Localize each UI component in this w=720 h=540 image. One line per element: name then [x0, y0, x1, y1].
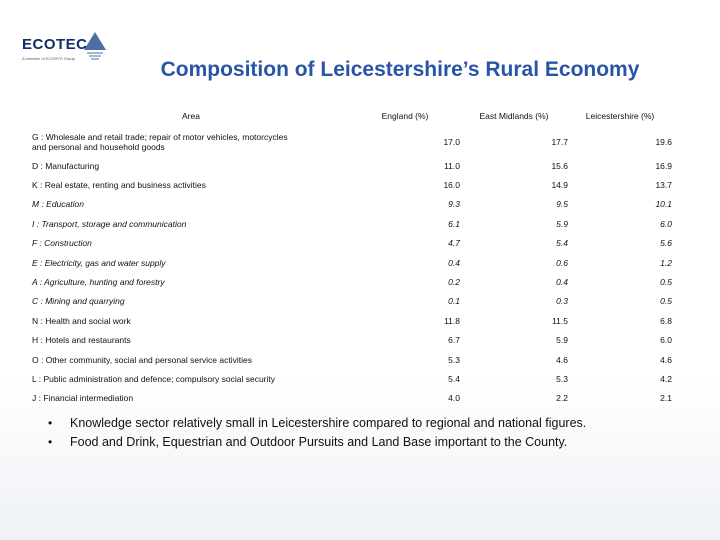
east-midlands-cell: 15.6: [551, 160, 568, 171]
table-row: [32, 195, 672, 214]
logo-tagline: A member of ECORYS Group: [22, 56, 75, 61]
east-midlands-cell: 0.4: [556, 277, 568, 288]
area-cell: O : Other community, social and personal service activities: [32, 354, 252, 365]
area-cell: L : Public administration and defence; compulsory social security: [32, 373, 275, 384]
table-row: [32, 331, 672, 350]
east-midlands-cell: 0.3: [556, 296, 568, 307]
east-midlands-cell: 5.3: [556, 373, 568, 384]
leicestershire-cell: 10.1: [655, 199, 672, 210]
bullet-item: [48, 433, 586, 452]
england-cell: 17.0: [443, 136, 460, 147]
east-midlands-cell: 5.4: [556, 238, 568, 249]
table-row: [32, 253, 672, 272]
economy-table: [32, 105, 672, 408]
england-cell: 4.0: [448, 393, 460, 404]
england-cell: 0.4: [448, 257, 460, 268]
area-cell: A : Agriculture, hunting and forestry: [32, 277, 165, 288]
table-row: [32, 272, 672, 291]
england-cell: 16.0: [443, 180, 460, 191]
leicestershire-cell: 6.8: [660, 315, 672, 326]
east-midlands-cell: 5.9: [556, 335, 568, 346]
logo-wordmark: ECOTEC: [22, 36, 88, 53]
leicestershire-cell: 5.6: [660, 238, 672, 249]
summary-bullets: [48, 414, 586, 452]
leicestershire-cell: 4.2: [660, 373, 672, 384]
bullet-text: Food and Drink, Equestrian and Outdoor Pursuits and Land Base important to the County.: [70, 435, 568, 449]
leicestershire-cell: 19.6: [655, 136, 672, 147]
east-midlands-cell: 14.9: [551, 180, 568, 191]
england-cell: 0.1: [448, 296, 460, 307]
table-row: [32, 350, 672, 369]
east-midlands-cell: 5.9: [556, 218, 568, 229]
area-cell: K : Real estate, renting and business activities: [32, 180, 206, 191]
england-cell: 5.4: [448, 373, 460, 384]
england-cell: 6.1: [448, 218, 460, 229]
east-midlands-cell: 17.7: [551, 136, 568, 147]
leicestershire-cell: 4.6: [660, 354, 672, 365]
area-cell: H : Hotels and restaurants: [32, 335, 131, 346]
leicestershire-cell: 6.0: [660, 218, 672, 229]
east-midlands-cell: 4.6: [556, 354, 568, 365]
leicestershire-cell: 0.5: [660, 277, 672, 288]
area-label: G : Wholesale and retail trade; repair of motor vehicles, motorcycles and personal and household goods: [32, 131, 288, 152]
area-cell: M : Education: [32, 199, 84, 210]
area-cell: D : Manufacturing: [32, 160, 100, 171]
area-cell: [32, 127, 350, 156]
header-east-midlands: East Midlands (%): [479, 111, 549, 121]
bullet-dot-icon: •: [48, 435, 53, 449]
leicestershire-cell: 0.5: [660, 296, 672, 307]
table-row: [32, 311, 672, 330]
england-cell: 9.3: [448, 199, 460, 210]
east-midlands-cell: 9.5: [556, 199, 568, 210]
area-cell: N : Health and social work: [32, 315, 131, 326]
england-cell: 6.7: [448, 335, 460, 346]
ecotec-logo: [22, 32, 112, 68]
table-row: [32, 369, 672, 388]
table-row: [32, 156, 672, 175]
east-midlands-cell: 0.6: [556, 257, 568, 268]
bullet-item: [48, 414, 586, 433]
header-england: England (%): [381, 111, 429, 121]
page-title: Composition of Leicestershire’s Rural Economy: [160, 58, 640, 81]
east-midlands-cell: 2.2: [556, 393, 568, 404]
england-cell: 5.3: [448, 354, 460, 365]
table-row: [32, 127, 672, 156]
area-cell: I : Transport, storage and communication: [32, 218, 187, 229]
england-cell: 0.2: [448, 277, 460, 288]
leicestershire-cell: 16.9: [655, 160, 672, 171]
bullet-dot-icon: •: [48, 416, 53, 430]
leicestershire-cell: 6.0: [660, 335, 672, 346]
england-cell: 11.0: [444, 160, 460, 171]
area-cell: F : Construction: [32, 238, 92, 249]
table-row: [32, 292, 672, 311]
header-area: Area: [182, 111, 200, 121]
logo-triangle-icon: [84, 32, 106, 60]
area-cell: J : Financial intermediation: [32, 393, 134, 404]
england-cell: 11.8: [444, 315, 460, 326]
england-cell: 4.7: [448, 238, 460, 249]
table-row: [32, 214, 672, 233]
table-row: [32, 389, 672, 408]
area-cell: E : Electricity, gas and water supply: [32, 257, 166, 268]
east-midlands-cell: 11.5: [552, 315, 568, 326]
leicestershire-cell: 13.7: [655, 180, 672, 191]
bullet-text: Knowledge sector relatively small in Leicestershire compared to regional and national figures.: [70, 416, 587, 430]
header-leicestershire: Leicestershire (%): [585, 111, 655, 121]
table-row: [32, 234, 672, 253]
leicestershire-cell: 2.1: [660, 393, 672, 404]
area-cell: C : Mining and quarrying: [32, 296, 125, 307]
table-row: [32, 175, 672, 194]
leicestershire-cell: 1.2: [660, 257, 672, 268]
table-header-row: [32, 105, 672, 127]
